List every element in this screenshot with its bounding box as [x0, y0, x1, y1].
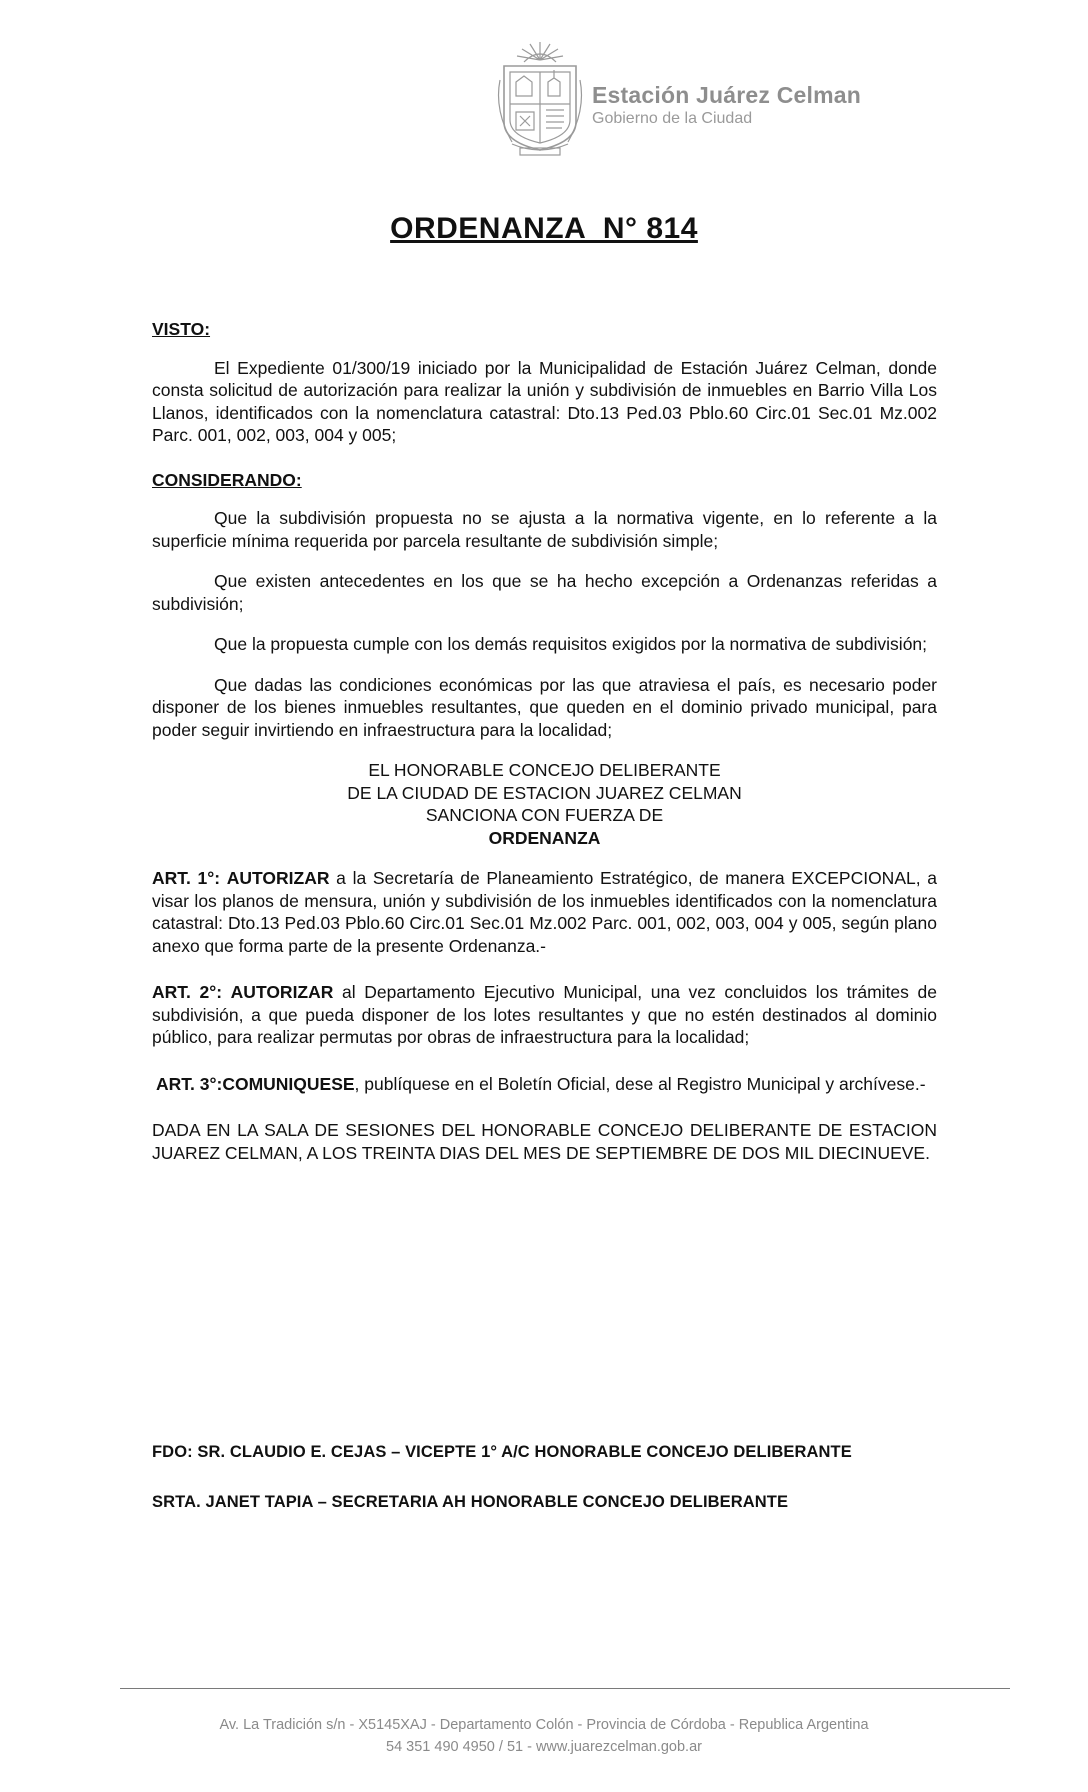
- dada-paragraph: DADA EN LA SALA DE SESIONES DEL HONORABLE CONCEJO DELIBERANTE DE ESTACION JUAREZ CELMAN, A LOS TREINTA DIAS DEL MES DE SEPTIEMBRE DE DOS MIL DIECINUEVE.: [152, 1120, 937, 1163]
- article-text: , publíquese en el Boletín Oficial, dese al Registro Municipal y archívese.-: [354, 1073, 926, 1094]
- sanciona-ordenanza: ORDENANZA: [488, 827, 601, 848]
- sanciona-line: EL HONORABLE CONCEJO DELIBERANTE: [368, 760, 721, 780]
- footer: [0, 1714, 1088, 1758]
- article-2: [152, 981, 937, 1049]
- article-text: al Departamento Ejecutivo Municipal, una vez concluidos los trámites de subdivisión, a que pueda disponer de los lotes resultantes y que no estén destinados al dominio público, para realizar permutas por obras de infraestructura para la localidad;: [152, 982, 937, 1047]
- article-label: ART. 2°:: [152, 982, 223, 1002]
- document-title: ORDENANZA N° 814: [390, 212, 698, 245]
- article-action: AUTORIZAR: [230, 982, 334, 1002]
- footer-divider: [120, 1688, 1010, 1689]
- footer-address: Av. La Tradición s/n - X5145XAJ - Departamento Colón - Provincia de Córdoba - Republica Argentina: [219, 1717, 869, 1733]
- footer-contact: 54 351 490 4950 / 51 - www.juarezcelman.gob.ar: [386, 1739, 702, 1755]
- letterhead: [490, 30, 910, 160]
- considerando-paragraph: Que dadas las condiciones económicas por las que atraviesa el país, es necesario poder disponer de los bienes inmuebles resultantes, que queden en el dominio privado municipal, para poder seguir invirtiendo en infraestructura para la localidad;: [152, 674, 937, 740]
- article-label: ART. 3°:: [156, 1073, 223, 1094]
- sanciona-line: DE LA CIUDAD DE ESTACION JUAREZ CELMAN: [347, 782, 742, 803]
- sanciona-line: SANCIONA CON FUERZA DE: [425, 805, 664, 825]
- visto-heading: VISTO:: [152, 319, 211, 339]
- brand-name: Estación Juárez Celman: [592, 82, 862, 108]
- sanciona-block: [152, 759, 937, 849]
- brand-subtitle: Gobierno de la Ciudad: [592, 110, 753, 127]
- article-1: [152, 867, 937, 957]
- article-text: a la Secretaría de Planeamiento Estratégico, de manera EXCEPCIONAL, a visar los planos de mensura, unión y subdivisión de los inmuebles identificados con la nomenclatura catastral: Dto.13 Ped.03 Pblo.60 Circ.01 Sec.01 Mz.002 Parc. 001, 002, 003, 004 y 005, según plano anexo que forma parte de la presente Ordenanza.-: [152, 868, 937, 956]
- signature-line-1: FDO: SR. CLAUDIO E. CEJAS – VICEPTE 1° A/C HONORABLE CONCEJO DELIBERANTE: [152, 1443, 852, 1461]
- visto-paragraph: El Expediente 01/300/19 iniciado por la Municipalidad de Estación Juárez Celman, donde consta solicitud de autorización para realizar la unión y subdivisión de inmuebles en Barrio Villa Los Llanos, identificados con la nomenclatura catastral: Dto.13 Ped.03 Pblo.60 Circ.01 Sec.01 Mz.002 Parc. 001, 002, 003, 004 y 005;: [152, 357, 937, 445]
- brand: [592, 82, 861, 128]
- article-3: [152, 1073, 937, 1096]
- considerando-paragraph: Que la subdivisión propuesta no se ajusta a la normativa vigente, en lo referente a la superficie mínima requerida por parcela resultante de subdivisión simple;: [152, 508, 937, 551]
- considerando-heading: CONSIDERANDO:: [152, 469, 302, 490]
- coat-of-arms-icon: [490, 30, 590, 160]
- considerando-paragraph: Que existen antecedentes en los que se ha hecho excepción a Ordenanzas referidas a subdivisión;: [152, 571, 937, 614]
- article-action: COMUNIQUESE: [222, 1073, 355, 1094]
- article-action: AUTORIZAR: [226, 868, 330, 888]
- signature-line-2: SRTA. JANET TAPIA – SECRETARIA AH HONORABLE CONCEJO DELIBERANTE: [152, 1493, 789, 1511]
- document-body: [152, 318, 937, 1182]
- article-label: ART. 1°:: [152, 868, 221, 888]
- considerando-paragraph: Que la propuesta cumple con los demás requisitos exigidos por la normativa de subdivisión;: [214, 634, 928, 654]
